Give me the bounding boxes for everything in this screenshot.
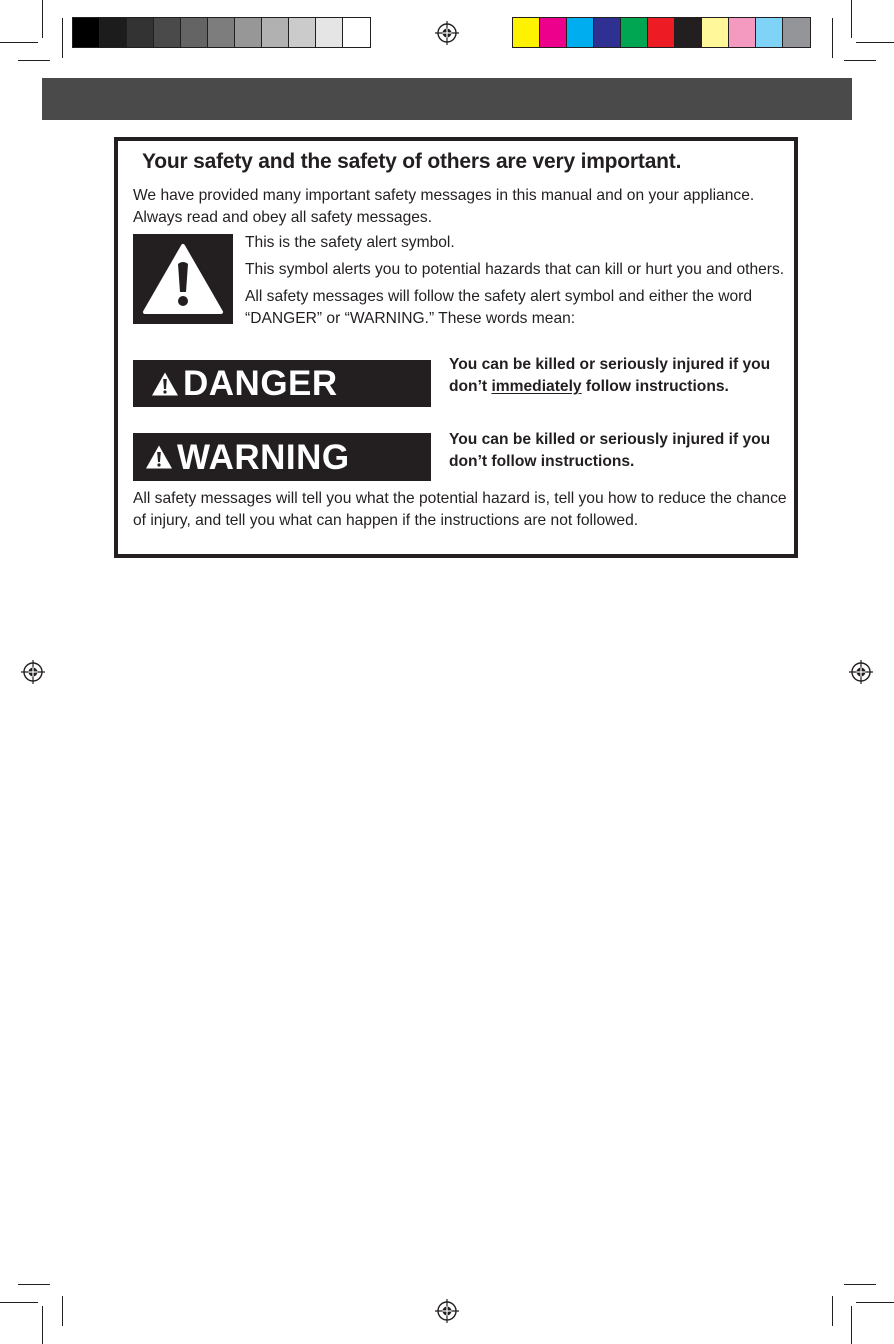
color-swatch (208, 18, 235, 47)
crop-mark (42, 0, 43, 38)
registration-target-icon (435, 21, 459, 45)
danger-description-text: You can be killed or seriously injured if you don’t (449, 356, 771, 395)
color-swatch (343, 18, 370, 47)
color-swatch (594, 18, 621, 47)
safety-symbol-explanation (245, 232, 790, 335)
registration-target-icon (435, 1299, 459, 1323)
symbol-line: All safety messages will follow the safety alert symbol and either the word “DANGER” or “WARNING.” These words mean: (245, 288, 753, 327)
warning-triangle-icon (151, 371, 179, 397)
crop-mark (844, 60, 876, 61)
process-color-bar (512, 17, 811, 48)
safety-intro-text: We have provided many important safety messages in this manual and on your appliance. Always read and obey all safety messages. (133, 187, 755, 226)
symbol-line: This symbol alerts you to potential hazards that can kill or hurt you and others. (245, 261, 785, 278)
warning-description: You can be killed or seriously injured if you don’t follow instructions. (449, 431, 771, 470)
symbol-line: This is the safety alert symbol. (245, 234, 455, 251)
safety-closing-text: All safety messages will tell you what the potential hazard is, tell you how to reduce the chance of injury, and tell you what can happen if the instructions are not followed. (133, 490, 787, 529)
warning-signal-banner (133, 433, 431, 481)
crop-mark (42, 1306, 43, 1344)
color-swatch (540, 18, 567, 47)
danger-signal-word: DANGER (183, 364, 338, 403)
color-swatch (783, 18, 810, 47)
color-swatch (154, 18, 181, 47)
color-swatch (73, 18, 100, 47)
color-swatch (100, 18, 127, 47)
danger-description-text: follow instructions. (581, 378, 729, 395)
crop-mark (856, 42, 894, 43)
crop-mark (62, 18, 63, 58)
color-swatch (127, 18, 154, 47)
color-swatch (621, 18, 648, 47)
safety-headline: Your safety and the safety of others are very important. (142, 150, 682, 173)
section-header-band (42, 78, 852, 120)
color-swatch (648, 18, 675, 47)
color-swatch (756, 18, 783, 47)
color-swatch (513, 18, 540, 47)
warning-triangle-icon (145, 444, 173, 470)
color-swatch (262, 18, 289, 47)
crop-mark (62, 1296, 63, 1326)
color-swatch (567, 18, 594, 47)
registration-target-icon (21, 660, 45, 684)
crop-mark (832, 1296, 833, 1326)
warning-signal-word: WARNING (177, 437, 350, 477)
color-swatch (181, 18, 208, 47)
color-swatch (316, 18, 343, 47)
safety-alert-triangle-icon (141, 242, 225, 316)
crop-mark (851, 0, 852, 38)
danger-description (449, 354, 789, 398)
color-swatch (729, 18, 756, 47)
crop-mark (18, 60, 50, 61)
grayscale-color-bar (72, 17, 371, 48)
safety-alert-symbol (133, 234, 233, 324)
danger-signal-banner (133, 360, 431, 407)
crop-mark (0, 42, 38, 43)
safety-notice-box (114, 137, 798, 558)
crop-mark (851, 1306, 852, 1344)
crop-mark (18, 1284, 50, 1285)
registration-target-icon (849, 660, 873, 684)
crop-mark (832, 18, 833, 58)
crop-mark (0, 1302, 38, 1303)
crop-mark (844, 1284, 876, 1285)
color-swatch (289, 18, 316, 47)
danger-emphasis-text: immediately (491, 378, 582, 395)
color-swatch (675, 18, 702, 47)
crop-mark (856, 1302, 894, 1303)
color-swatch (235, 18, 262, 47)
color-swatch (702, 18, 729, 47)
